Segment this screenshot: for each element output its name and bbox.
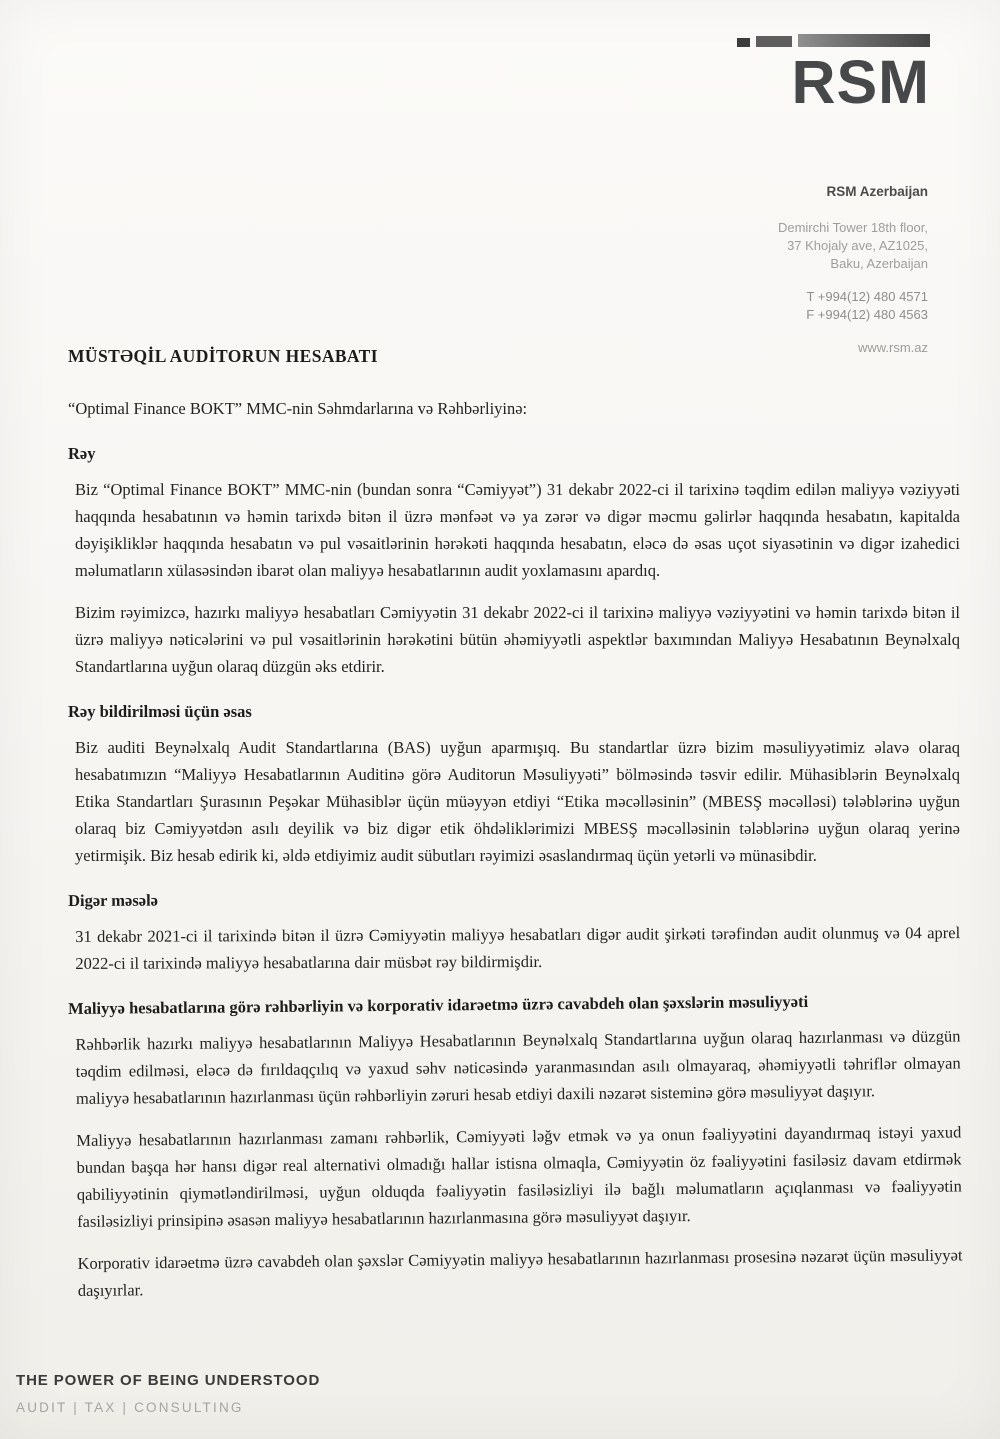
responsibility-paragraph-1: Rəhbərlik hazırkı maliyyə hesabatlarının Maliyyə Hesabatlarının Beynəlxalq Standartlarına uyğun olaraq hazırlanması və düzgün təqdim edilməsi, eləcə də fırıldaqçılıq və yaxud səhv nəticəsində yaranmasından asılı olmayaraq, əhəmiyyətli təhriflər olmayan maliyyə hesabatlarının hazırlanması üçün rəhbərliyin zəruri hesab etdiyi daxili nəzarət sisteminə görə məsuliyyət daşıyır. — [75, 1026, 961, 1108]
responsibility-heading: Maliyyə hesabatlarına görə rəhbərliyin və korporativ idarəetmə üzrə cavabdeh olan şəxslərin məsuliyyəti — [68, 991, 809, 1018]
report-addressee: “Optimal Finance BOKT” MMC-nin Səhmdarlarına və Rəhbərliyinə: — [68, 399, 528, 418]
contact-phone: T +994(12) 480 4571 — [806, 289, 928, 304]
opinion-heading: Rəy — [68, 444, 96, 463]
logo-bar-small — [737, 38, 750, 47]
page-footer — [16, 1372, 320, 1415]
footer-services: AUDIT | TAX | CONSULTING — [16, 1400, 244, 1415]
logo-bar-large — [798, 34, 930, 47]
report-body — [68, 346, 963, 1319]
basis-for-opinion-heading: Rəy bildirilməsi üçün əsas — [68, 702, 252, 721]
letterhead-contact-block — [778, 184, 928, 357]
contact-address-line-3: Baku, Azerbaijan — [830, 256, 928, 271]
footer-tagline: THE POWER OF BEING UNDERSTOOD — [16, 1372, 321, 1389]
other-matter-section — [68, 887, 960, 977]
other-matter-paragraph: 31 dekabr 2021-ci il tarixində bitən il üzrə Cəmiyyətin maliyyə hesabatları digər audit şirkəti tərəfindən audit olunmuş və 04 aprel 2022-ci il tarixində maliyyə hesabatlarına dair müsbət rəy bildirmişdir. — [75, 923, 961, 973]
rsm-logo-bars-icon — [737, 34, 930, 47]
contact-address-line-2: 37 Khojaly ave, AZ1025, — [787, 238, 928, 253]
responsibility-section — [68, 990, 963, 1304]
contact-company-name: RSM Azerbaijan — [826, 184, 928, 199]
basis-for-opinion-paragraph: Biz auditi Beynəlxalq Audit Standartlarına (BAS) uyğun aparmışıq. Bu standartlar üzrə bizim məsuliyyətimiz əlavə olaraq hesabatımızın “Maliyyə Hesabatlarının Auditinə görə Auditorun Məsuliyyəti” bölməsində təsvir edilir. Mühasiblərin Beynəlxalq Etika Standartları Şurasının Peşəkar Mühasiblər üçün müəyyən etdiyi “Etika məcəlləsinin” (MBESŞ məcəlləsi) tələblərinə uyğun olaraq biz Cəmiyyətdən asılı deyilik və biz digər etik öhdəliklərimizi MBESŞ məcəlləsinin tələblərinə uyğun olaraq yerinə yetirmişik. Biz hesab edirik ki, əldə etdiyimiz audit sübutları rəyimizi əsaslandırmaq üçün yetərli və münasibdir. — [75, 738, 960, 865]
contact-website: www.rsm.az — [857, 340, 928, 355]
other-matter-heading: Digər məsələ — [68, 890, 159, 910]
rsm-logo — [737, 34, 930, 116]
contact-fax: F +994(12) 480 4563 — [806, 307, 928, 322]
opinion-paragraph-1: Biz “Optimal Finance BOKT” MMC-nin (bundan sonra “Cəmiyyət”) 31 dekabr 2022-ci il tarixinə təqdim edilən maliyyə vəziyyəti haqqında hesabatının və həmin tarixdə bitən il üzrə mənfəət və ya zərər və digər məcmu gəlirlər haqqında hesabatın, kapitalda dəyişikliklər haqqında hesabatın və pul vəsaitlərinin hərəkəti haqqında hesabatın, eləcə də əsas uçot siyasətinin və digər izahedici məlumatların xülasəsindən ibarət olan maliyyə hesabatlarının audit yoxlamasını apardıq. — [75, 480, 960, 580]
responsibility-paragraph-2: Maliyyə hesabatlarının hazırlanması zamanı rəhbərlik, Cəmiyyəti ləğv etmək və ya onun fəaliyyətini dayandırmaq istəyi yaxud bundan başqa hər hansı digər real alternativi olmadığı hallar istisna olmaqla, Cəmiyyətin öz fəaliyyətini fasiləsiz davam etdirmək qabiliyyətinin qiymətləndirilməsi, uyğun olduqda fəaliyyətin fasiləsizliyi ilə bağlı məlumatların açıqlanması və fəaliyyətin fasiləsizliyi prinsipinə əsasən maliyyə hesabatlarının hazırlanmasına görə məsuliyyət daşıyır. — [76, 1122, 962, 1231]
contact-address-line-1: Demirchi Tower 18th floor, — [777, 220, 928, 235]
opinion-paragraph-2: Bizim rəyimizcə, hazırkı maliyyə hesabatları Cəmiyyətin 31 dekabr 2022-ci il tarixinə maliyyə vəziyyətini və həmin tarixdə bitən il üzrə maliyyə nəticələrini və pul vəsaitlərinin hərəkətini bütün əhəmiyyətli aspektlər baxımından Maliyyə Hesabatının Beynəlxalq Standartlarına uyğun olaraq düzgün əks etdirir. — [75, 603, 960, 676]
logo-bar-medium — [756, 36, 792, 47]
rsm-logo-text: RSM — [791, 48, 930, 116]
report-title: MÜSTƏQİL AUDİTORUN HESABATI — [68, 346, 378, 366]
responsibility-paragraph-3: Korporativ idarəetmə üzrə cavabdeh olan şəxslər Cəmiyyətin maliyyə hesabatlarının hazırlanması prosesinə nəzarət üçün məsuliyyət daşıyırlar. — [77, 1245, 963, 1300]
